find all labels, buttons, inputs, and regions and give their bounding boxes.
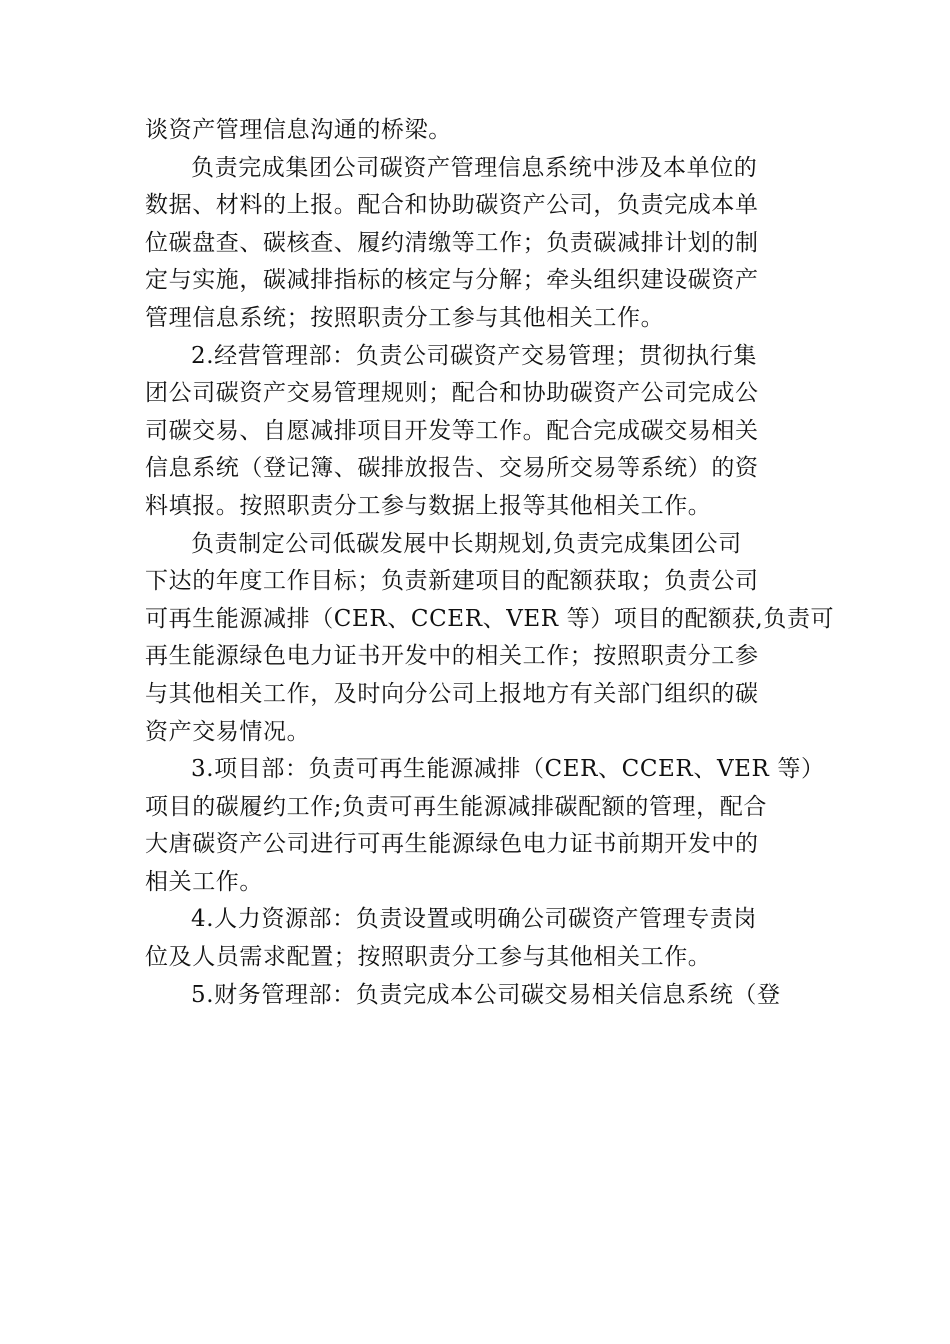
- text-line: 下达的年度工作目标；负责新建项目的配额获取；负责公司: [145, 568, 759, 595]
- paragraph-4-project-dept: [145, 751, 825, 901]
- text-line: 料填报。按照职责分工参与数据上报等其他相关工作。: [145, 492, 712, 519]
- text-line: 数据、材料的上报。配合和协助碳资产公司，负责完成本单: [145, 192, 759, 219]
- text-line: 团公司碳资产交易管理规则；配合和协助碳资产公司完成公: [145, 380, 759, 407]
- text-line: 谈资产管理信息沟通的桥梁。: [145, 117, 452, 143]
- text-line: 4.人力资源部：负责设置或明确公司碳资产管理专责岗: [191, 906, 757, 933]
- text-line: 负责完成集团公司碳资产管理信息系统中涉及本单位的: [191, 154, 758, 181]
- paragraph-3: [145, 526, 835, 752]
- text-line: 可再生能源减排（CER、CCER、VER 等）项目的配额获,负责可: [145, 605, 835, 632]
- text-line: 5.财务管理部：负责完成本公司碳交易相关信息系统（登: [191, 981, 781, 1008]
- text-line: 司碳交易、自愿减排项目开发等工作。配合完成碳交易相关: [145, 417, 759, 444]
- document-page: [145, 112, 835, 1014]
- text-line: 资产交易情况。: [145, 718, 311, 745]
- text-line: 相关工作。: [145, 868, 263, 895]
- text-line: 2.经营管理部：负责公司碳资产交易管理；贯彻执行集: [191, 342, 757, 369]
- text-line: 3.项目部：负责可再生能源减排（CER、CCER、VER 等）: [191, 756, 825, 783]
- paragraph-0: [145, 112, 813, 150]
- text-line: 与其他相关工作，及时向分公司上报地方有关部门组织的碳: [145, 680, 759, 707]
- text-line: 再生能源绿色电力证书开发中的相关工作；按照职责分工参: [145, 643, 759, 670]
- text-line: 大唐碳资产公司进行可再生能源绿色电力证书前期开发中的: [145, 831, 759, 858]
- text-line: 位碳盘查、碳核查、履约清缴等工作；负责碳减排计划的制: [145, 229, 759, 256]
- paragraph-6-finance-dept: [145, 977, 813, 1015]
- text-line: 管理信息系统；按照职责分工参与其他相关工作。: [145, 304, 665, 331]
- text-line: 定与实施，碳减排指标的核定与分解；牵头组织建设碳资产: [145, 267, 759, 294]
- paragraph-1: [145, 150, 813, 338]
- text-line: 负责制定公司低碳发展中长期规划,负责完成集团公司: [191, 530, 742, 557]
- text-line: 位及人员需求配置；按照职责分工参与其他相关工作。: [145, 944, 712, 971]
- paragraph-5-hr-dept: [145, 901, 813, 976]
- text-line: 信息系统（登记簿、碳排放报告、交易所交易等系统）的资: [145, 455, 759, 482]
- paragraph-2-business-management: [145, 338, 813, 526]
- text-line: 项目的碳履约工作;负责可再生能源减排碳配额的管理，配合: [145, 793, 767, 820]
